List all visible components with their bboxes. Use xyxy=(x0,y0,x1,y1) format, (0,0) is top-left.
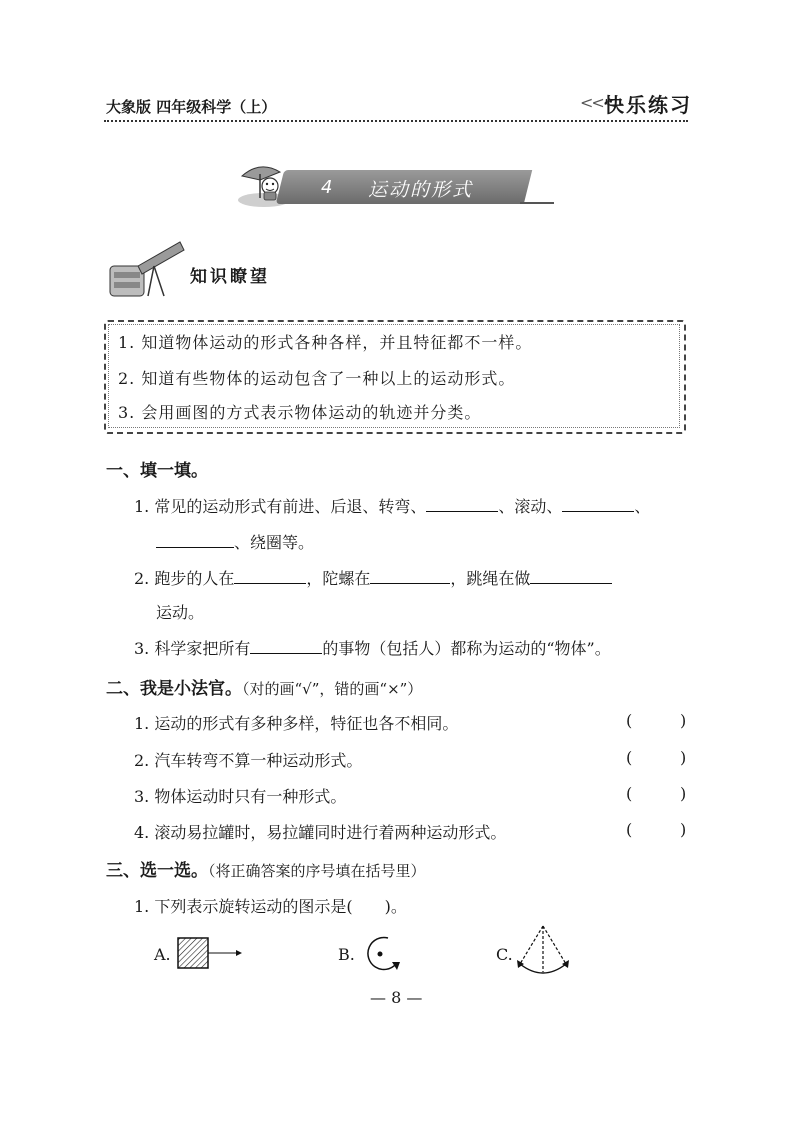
question-1-1 xyxy=(134,494,650,517)
answer-paren-right: ) xyxy=(680,711,687,730)
answer-blank[interactable] xyxy=(370,569,450,584)
option-b-label[interactable]: B. xyxy=(338,945,355,964)
objective-item: 2. 知道有些物体的运动包含了一种以上的运动形式。 xyxy=(118,369,516,388)
question-1-1-cont xyxy=(156,530,314,553)
answer-paren-right: ) xyxy=(680,820,687,839)
judge-item-1: 1. 运动的形式有多种多样，特征也各不相同。 xyxy=(134,714,459,733)
section-3-title xyxy=(106,856,426,881)
question-text: 、 xyxy=(634,497,651,516)
answer-blank[interactable] xyxy=(250,639,322,654)
question-text: 、滚动、 xyxy=(498,497,563,516)
header-divider xyxy=(104,120,688,122)
swing-diagram-icon xyxy=(514,924,572,976)
objective-item: 3. 会用画图的方式表示物体运动的轨迹并分类。 xyxy=(118,403,482,422)
section-2-note: （对的画“√”，错的画“×”） xyxy=(242,680,423,698)
answer-paren-right: ) xyxy=(680,748,687,767)
answer-paren-right: ) xyxy=(680,784,687,803)
question-text: ，跳绳在做 xyxy=(450,569,531,588)
judge-item-4: 4. 滚动易拉罐时，易拉罐同时进行着两种运动形式。 xyxy=(134,823,507,842)
rotation-diagram-icon xyxy=(358,934,404,974)
judge-item-3: 3. 物体运动时只有一种形式。 xyxy=(134,787,347,806)
book-title: 大象版 四年级科学（上） xyxy=(106,98,277,116)
question-1-2-cont: 运动。 xyxy=(156,603,205,622)
question-text: 的事物（包括人）都称为运动的“物体”。 xyxy=(322,639,611,658)
section-1-title: 一、填一填。 xyxy=(106,461,208,481)
answer-paren-left[interactable]: ( xyxy=(626,784,633,803)
lesson-title: 运动的形式 xyxy=(368,179,474,201)
banner-tail xyxy=(520,202,554,204)
option-c-label[interactable]: C. xyxy=(496,945,513,964)
objective-item: 1. 知道物体运动的形式各种各样，并且特征都不一样。 xyxy=(118,333,533,352)
answer-blank[interactable] xyxy=(156,533,234,548)
section-2-title xyxy=(106,674,422,699)
question-text: 3. 科学家把所有 xyxy=(134,639,251,658)
lesson-number: 4 xyxy=(321,177,333,198)
answer-blank[interactable] xyxy=(426,497,498,512)
question-text: 1. 常见的运动形式有前进、后退、转弯、 xyxy=(134,497,427,516)
telescope-icon xyxy=(108,236,188,298)
question-text: 、绕圈等。 xyxy=(234,533,315,552)
answer-blank[interactable] xyxy=(234,569,306,584)
section-3-note: （将正确答案的序号填在括号里） xyxy=(208,862,426,880)
chevron-left-icon: <<< xyxy=(580,93,615,112)
answer-blank[interactable] xyxy=(562,497,634,512)
translation-diagram-icon xyxy=(176,936,242,972)
question-1-2 xyxy=(134,566,612,589)
series-title: 快乐练习 xyxy=(604,93,692,117)
judge-item-2: 2. 汽车转弯不算一种运动形式。 xyxy=(134,751,363,770)
choice-question-1: 1. 下列表示旋转运动的图示是( )。 xyxy=(134,897,407,916)
question-text: 2. 跑步的人在 xyxy=(134,569,235,588)
page-number: — 8 — xyxy=(370,988,423,1007)
answer-blank[interactable] xyxy=(530,569,612,584)
answer-paren-left[interactable]: ( xyxy=(626,820,633,839)
section-2-heading: 二、我是小法官。 xyxy=(106,679,242,699)
answer-paren-left[interactable]: ( xyxy=(626,748,633,767)
question-text: ，陀螺在 xyxy=(306,569,371,588)
answer-paren-left[interactable]: ( xyxy=(626,711,633,730)
knowledge-title: 知识瞭望 xyxy=(190,267,270,287)
section-3-heading: 三、选一选。 xyxy=(106,861,208,881)
option-a-label[interactable]: A. xyxy=(154,945,171,964)
question-1-3 xyxy=(134,636,611,659)
